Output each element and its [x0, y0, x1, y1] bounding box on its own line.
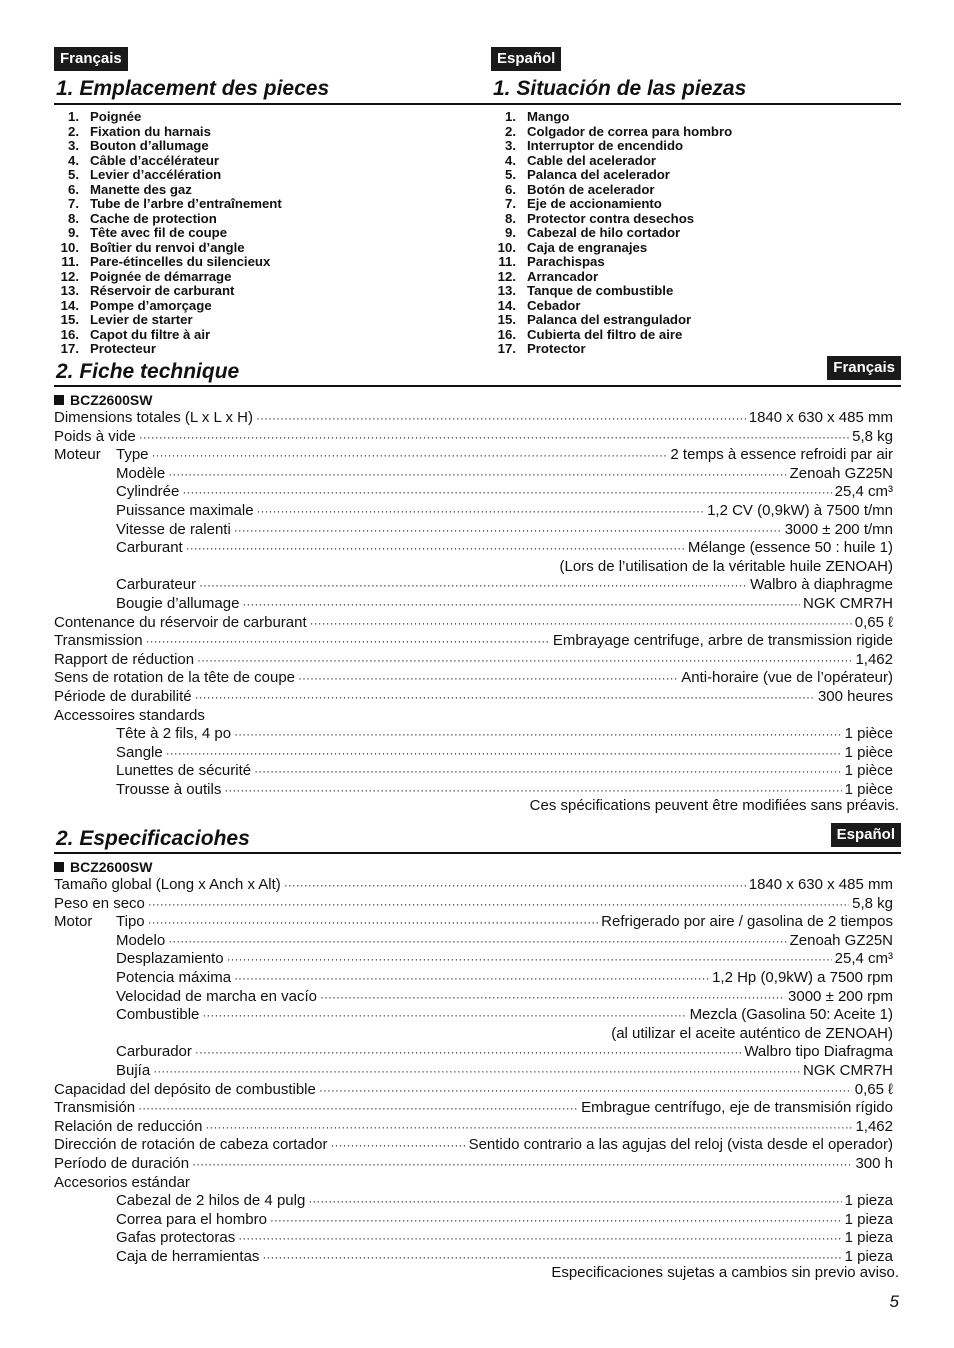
part-label: Fixation du harnais: [90, 123, 211, 139]
spec-value: Walbro à diaphragme: [750, 576, 893, 594]
spec-value: 300 h: [855, 1154, 893, 1172]
spec-value: Mélange (essence 50 : huile 1): [687, 539, 893, 557]
dot-leader: [298, 669, 678, 688]
spec-value: 1 pièce: [844, 725, 893, 743]
dot-leader: [139, 428, 849, 447]
spec-value: 1,2 Hp (0,9kW) a 7500 rpm: [712, 968, 893, 986]
spec-value: 5,8 kg: [852, 894, 893, 912]
part-number: 11.: [61, 254, 79, 269]
part-label: Boîtier du renvoi d’angle: [90, 239, 245, 255]
part-number: 9.: [68, 225, 79, 240]
part-number: 6.: [505, 181, 516, 197]
parts-list-item: [491, 255, 732, 270]
dot-leader: [254, 762, 842, 781]
part-number: 7.: [505, 196, 516, 211]
spec-row: [54, 876, 893, 895]
parts-list-item: [54, 226, 282, 241]
spec-value: 5,8 kg: [852, 427, 893, 445]
spec-table-french: [54, 409, 893, 799]
spec-row: [54, 576, 893, 595]
part-label: Capot du filtre à air: [90, 326, 211, 342]
parts-list-item: [491, 197, 732, 212]
spec-label: Rapport de réduction: [54, 650, 195, 668]
dot-leader: [153, 1062, 800, 1081]
spec-label: Tipo: [116, 913, 145, 931]
parts-list-item: [54, 342, 282, 357]
spec-row: [54, 1174, 893, 1193]
spec-note-french: Ces spécifications peuvent être modifiées sans préavis.: [529, 797, 899, 814]
spec-label: Vitesse de ralenti: [116, 520, 231, 538]
parts-list-item: [491, 168, 732, 183]
spec-row: [54, 1136, 893, 1155]
spec-row: [54, 502, 893, 521]
spec-value: (Lors de l’utilisation de la véritable huile ZENOAH): [559, 557, 893, 575]
parts-list-item: [491, 139, 732, 154]
parts-list-item: [491, 110, 732, 125]
spec-label: Contenance du réservoir de carburant: [54, 613, 307, 631]
spec-value: 1 pièce: [844, 762, 893, 780]
spec-row: [54, 465, 893, 484]
spec-row: [54, 988, 893, 1007]
spec-label: Bougie d’allumage: [116, 594, 240, 612]
part-number: 1.: [68, 109, 79, 124]
spec-label: Dirección de rotación de cabeza cortador: [54, 1136, 328, 1154]
spec-label: Combustible: [116, 1006, 200, 1024]
part-number: 4.: [68, 152, 79, 168]
part-number: 12.: [60, 268, 79, 284]
parts-list-item: [54, 299, 282, 314]
spec-value: 1,2 CV (0,9kW) à 7500 t/mn: [707, 501, 893, 519]
dot-leader: [202, 1006, 686, 1025]
part-label: Câble d’accélérateur: [90, 152, 220, 168]
part-label: Botón de acelerador: [527, 181, 655, 197]
part-number: 12.: [497, 268, 516, 284]
parts-list-spanish: [491, 110, 732, 357]
dot-leader: [182, 483, 831, 502]
part-label: Pompe d’amorçage: [90, 297, 212, 313]
spec-row: [54, 428, 893, 447]
parts-list-item: [491, 313, 732, 328]
spec-label: Modelo: [116, 931, 166, 949]
part-number: 13.: [60, 283, 79, 298]
spec-row: [54, 1155, 893, 1174]
part-label: Palanca del acelerador: [527, 167, 670, 182]
model-heading-spanish: [54, 858, 152, 876]
model-heading-french: [54, 391, 152, 409]
dot-leader: [234, 521, 782, 540]
dot-leader: [186, 539, 685, 558]
part-number: 14.: [60, 297, 79, 313]
spec-value: 0,65 ℓ: [854, 613, 893, 631]
part-label: Cache de protection: [90, 210, 217, 226]
part-number: 5.: [505, 167, 516, 182]
spec-value: NGK CMR7H: [802, 1061, 893, 1079]
spec-label: Tamaño global (Long x Anch x Alt): [54, 876, 281, 893]
part-number: 7.: [68, 196, 79, 211]
parts-list-item: [491, 226, 732, 241]
spec-label: Sens de rotation de la tête de coupe: [54, 669, 296, 687]
part-number: 13.: [497, 283, 516, 298]
dot-leader: [168, 932, 786, 951]
spec-value: Embrague centrífugo, eje de transmisión rígido: [581, 1099, 893, 1117]
spec-label: Carburador: [116, 1043, 192, 1061]
dot-leader: [319, 1081, 852, 1100]
part-number: 8.: [68, 210, 79, 226]
dot-leader: [148, 913, 599, 932]
spec-table-spanish: [54, 876, 893, 1266]
spec-row: [54, 1006, 893, 1025]
part-label: Cable del acelerador: [527, 152, 657, 168]
divider: [54, 103, 901, 105]
spec-value: 2 temps à essence refroidi par air: [670, 446, 893, 464]
spec-value: Sentido contrario a las agujas del reloj (vista desde el operador): [468, 1136, 893, 1154]
part-label: Cabezal de hilo cortador: [527, 225, 681, 240]
parts-list-item: [54, 168, 282, 183]
model-name: BCZ2600SW: [70, 392, 153, 408]
dot-leader: [310, 614, 852, 633]
spec-row: [54, 913, 893, 932]
part-label: Manette des gaz: [90, 181, 192, 197]
part-label: Tube de l’arbre d’entraînement: [90, 196, 282, 211]
part-number: 15.: [60, 312, 79, 327]
spec-row: [54, 1081, 893, 1100]
spec-value: 0,65 ℓ: [854, 1080, 893, 1098]
spec-label: Modèle: [116, 464, 166, 482]
part-label: Protector contra desechos: [527, 210, 695, 226]
spec-label: Potencia máxima: [116, 968, 232, 986]
part-label: Réservoir de carburant: [90, 283, 235, 298]
part-number: 10.: [60, 239, 79, 255]
part-label: Protecteur: [90, 341, 156, 356]
spec-row: [54, 1192, 893, 1211]
spec-row: [54, 950, 893, 969]
spec-row: [54, 744, 893, 763]
part-label: Caja de engranajes: [527, 239, 648, 255]
dot-leader: [284, 876, 746, 895]
dot-leader: [168, 465, 786, 484]
part-number: 4.: [505, 152, 516, 168]
spec-label: Sangle: [116, 743, 163, 761]
spec-row: [54, 1229, 893, 1248]
part-number: 5.: [68, 167, 79, 182]
part-number: 14.: [497, 297, 516, 313]
parts-list-item: [54, 154, 282, 169]
spec-row: [54, 1211, 893, 1230]
spec-label: Desplazamiento: [116, 950, 224, 968]
spec-row: [54, 725, 893, 744]
language-tag-french: Français: [54, 47, 128, 71]
dot-leader: [234, 969, 709, 988]
dot-leader: [199, 576, 747, 595]
parts-title-french: 1. Emplacement des pieces: [56, 77, 330, 100]
spec-row: [54, 1043, 893, 1062]
spec-value: Anti-horaire (vue de l’opérateur): [681, 669, 893, 687]
dot-leader: [234, 725, 842, 744]
spec-label: Dimensions totales (L x L x H): [54, 409, 253, 426]
part-label: Tanque de combustible: [527, 283, 674, 298]
spec-value: 1 pièce: [844, 780, 893, 798]
part-label: Protector: [527, 341, 586, 356]
spec-label: Correa para el hombro: [116, 1210, 267, 1228]
spec-value: 1 pieza: [844, 1210, 893, 1228]
parts-list-item: [491, 328, 732, 343]
spec-label: Período de duración: [54, 1154, 190, 1172]
spec-value: 1,462: [855, 650, 893, 668]
part-number: 2.: [505, 123, 516, 139]
dot-leader: [138, 1099, 578, 1118]
spec-row: [54, 1062, 893, 1081]
dot-leader: [227, 950, 832, 969]
spec-value: 25,4 cm³: [834, 950, 893, 968]
part-number: 3.: [68, 138, 79, 153]
spec-row: [54, 446, 893, 465]
spec-row: [54, 614, 893, 633]
dot-leader: [152, 446, 668, 465]
parts-list-french: [54, 110, 282, 357]
part-label: Cebador: [527, 297, 581, 313]
spec-group-label: Motor: [54, 913, 93, 931]
part-label: Poignée de démarrage: [90, 268, 232, 284]
spec-row: [54, 558, 893, 577]
part-number: 16.: [497, 326, 516, 342]
spec-value: 1 pièce: [844, 743, 893, 761]
part-number: 10.: [497, 239, 516, 255]
part-number: 6.: [68, 181, 79, 197]
dot-leader: [331, 1136, 466, 1155]
spec-label: Cylindrée: [116, 483, 180, 501]
parts-list-item: [491, 342, 732, 357]
part-label: Arrancador: [527, 268, 599, 284]
spec-value: (al utilizar el aceite auténtico de ZENOAH): [611, 1024, 893, 1042]
square-bullet-icon: [54, 395, 64, 405]
parts-title-spanish: 1. Situación de las piezas: [493, 77, 747, 100]
divider: [54, 852, 901, 854]
spec-row: [54, 632, 893, 651]
part-number: 1.: [505, 109, 516, 124]
spec-value: Walbro tipo Diafragma: [744, 1043, 893, 1061]
part-label: Interruptor de encendido: [527, 138, 684, 153]
parts-list-item: [491, 183, 732, 198]
spec-value: NGK CMR7H: [802, 594, 893, 612]
spec-label: Capacidad del depósito de combustible: [54, 1080, 316, 1098]
parts-list-item: [54, 270, 282, 285]
spec-label: Trousse à outils: [116, 780, 222, 798]
spec-value: Zenoah GZ25N: [789, 931, 893, 949]
part-label: Cubierta del filtro de aire: [527, 326, 683, 342]
parts-list-item: [491, 212, 732, 227]
dot-leader: [242, 595, 800, 614]
parts-list-item: [54, 139, 282, 154]
spec-row: [54, 595, 893, 614]
spec-value: 1840 x 630 x 485 mm: [748, 409, 893, 426]
spec-row: [54, 1118, 893, 1137]
model-name: BCZ2600SW: [70, 859, 153, 875]
parts-list-item: [54, 183, 282, 198]
spec-value: Embrayage centrifuge, arbre de transmission rigide: [552, 632, 893, 650]
spec-row: [54, 932, 893, 951]
spec-value: 3000 ± 200 t/mn: [784, 520, 893, 538]
parts-list-item: [54, 241, 282, 256]
part-label: Colgador de correa para hombro: [527, 123, 733, 139]
spec-value: 1840 x 630 x 485 mm: [748, 876, 893, 893]
spec-row: [54, 539, 893, 558]
parts-list-item: [54, 284, 282, 299]
spec-value: 25,4 cm³: [834, 483, 893, 501]
spec-row: [54, 688, 893, 707]
parts-list-item: [491, 241, 732, 256]
part-label: Palanca del estrangulador: [527, 312, 692, 327]
spec-group-label: Moteur: [54, 446, 101, 464]
spec-label: Poids à vide: [54, 427, 136, 445]
spec-label: Type: [116, 446, 149, 464]
spec-label: Velocidad de marcha en vacío: [116, 987, 317, 1005]
square-bullet-icon: [54, 862, 64, 872]
spec-row: [54, 483, 893, 502]
spec-row: [54, 762, 893, 781]
parts-list-item: [491, 154, 732, 169]
spec-row: [54, 895, 893, 914]
spec-label: Période de durabilité: [54, 687, 192, 705]
part-label: Poignée: [90, 109, 142, 124]
spec-value: 1 pieza: [844, 1229, 893, 1247]
spec-label: Gafas protectoras: [116, 1229, 236, 1247]
parts-list-item: [54, 313, 282, 328]
part-number: 3.: [505, 138, 516, 153]
part-number: 11.: [498, 254, 516, 269]
part-number: 17.: [60, 341, 79, 356]
dot-leader: [308, 1192, 841, 1211]
dot-leader: [148, 895, 849, 914]
spec-value: 3000 ± 200 rpm: [788, 987, 893, 1005]
spec-row: [54, 409, 893, 428]
spec-label: Peso en seco: [54, 894, 145, 912]
part-label: Mango: [527, 109, 570, 124]
spec-value: 300 heures: [817, 687, 893, 705]
spec-value: Mezcla (Gasolina 50: Aceite 1): [689, 1006, 893, 1024]
dot-leader: [166, 744, 842, 763]
part-number: 9.: [505, 225, 516, 240]
spec-label: Puissance maximale: [116, 501, 254, 519]
spec-value: Zenoah GZ25N: [789, 464, 893, 482]
spec-row: [54, 521, 893, 540]
parts-list-item: [54, 110, 282, 125]
part-number: 15.: [497, 312, 516, 327]
dot-leader: [257, 502, 705, 521]
spec-row: [54, 969, 893, 988]
parts-list-item: [491, 125, 732, 140]
spec-label: Accessoires standards: [54, 706, 205, 724]
spec-label: Cabezal de 2 hilos de 4 pulg: [116, 1192, 306, 1210]
spec-label: Caja de herramientas: [116, 1247, 260, 1265]
spec-value: 1 pieza: [844, 1247, 893, 1265]
spec-row: [54, 651, 893, 670]
dot-leader: [146, 632, 550, 651]
dot-leader: [320, 988, 785, 1007]
language-tag-spanish: Español: [491, 47, 561, 71]
part-number: 16.: [60, 326, 79, 342]
part-label: Levier de starter: [90, 312, 193, 327]
parts-list-item: [54, 328, 282, 343]
part-label: Eje de accionamiento: [527, 196, 662, 211]
part-number: 17.: [497, 341, 516, 356]
spec-note-spanish: Especificaciones sujetas a cambios sin previo aviso.: [551, 1264, 899, 1281]
parts-list-item: [54, 212, 282, 227]
part-label: Levier d’accélération: [90, 167, 222, 182]
spec-label: Transmisión: [54, 1099, 136, 1117]
parts-list-item: [54, 197, 282, 212]
parts-list-item: [491, 284, 732, 299]
part-label: Bouton d’allumage: [90, 138, 209, 153]
part-label: Tête avec fil de coupe: [90, 225, 228, 240]
spec-row: [54, 1099, 893, 1118]
spec-label: Carburant: [116, 539, 183, 557]
dot-leader: [270, 1211, 842, 1230]
spec-row: [54, 669, 893, 688]
part-label: Parachispas: [527, 254, 605, 269]
dot-leader: [195, 688, 815, 707]
spec-title-french: 2. Fiche technique: [56, 360, 240, 383]
dot-leader: [256, 409, 746, 428]
divider: [54, 385, 901, 387]
spec-value: Refrigerado por aire / gasolina de 2 tiempos: [601, 913, 893, 931]
spec-tag-french: Français: [827, 356, 901, 380]
dot-leader: [195, 1043, 741, 1062]
parts-list-item: [54, 255, 282, 270]
dot-leader: [205, 1118, 852, 1137]
parts-list-item: [54, 125, 282, 140]
spec-value: 1 pieza: [844, 1192, 893, 1210]
dot-leader: [197, 651, 852, 670]
parts-list-item: [491, 270, 732, 285]
spec-label: Bujía: [116, 1061, 151, 1079]
parts-list-item: [491, 299, 732, 314]
spec-row: [54, 1025, 893, 1044]
spec-label: Carburateur: [116, 576, 197, 594]
spec-value: 1,462: [855, 1117, 893, 1135]
part-number: 8.: [505, 210, 516, 226]
part-label: Pare-étincelles du silencieux: [90, 254, 271, 269]
dot-leader: [192, 1155, 852, 1174]
spec-label: Lunettes de sécurité: [116, 762, 252, 780]
dot-leader: [238, 1229, 841, 1248]
spec-label: Transmission: [54, 632, 143, 650]
spec-row: [54, 707, 893, 726]
page-number: 5: [889, 1292, 899, 1311]
spec-label: Relación de reducción: [54, 1117, 203, 1135]
spec-tag-spanish: Español: [831, 823, 901, 847]
part-number: 2.: [68, 123, 79, 139]
spec-label: Tête à 2 fils, 4 po: [116, 725, 232, 743]
spec-title-spanish: 2. Especificaciohes: [56, 827, 250, 850]
spec-label: Accesorios estándar: [54, 1173, 190, 1191]
